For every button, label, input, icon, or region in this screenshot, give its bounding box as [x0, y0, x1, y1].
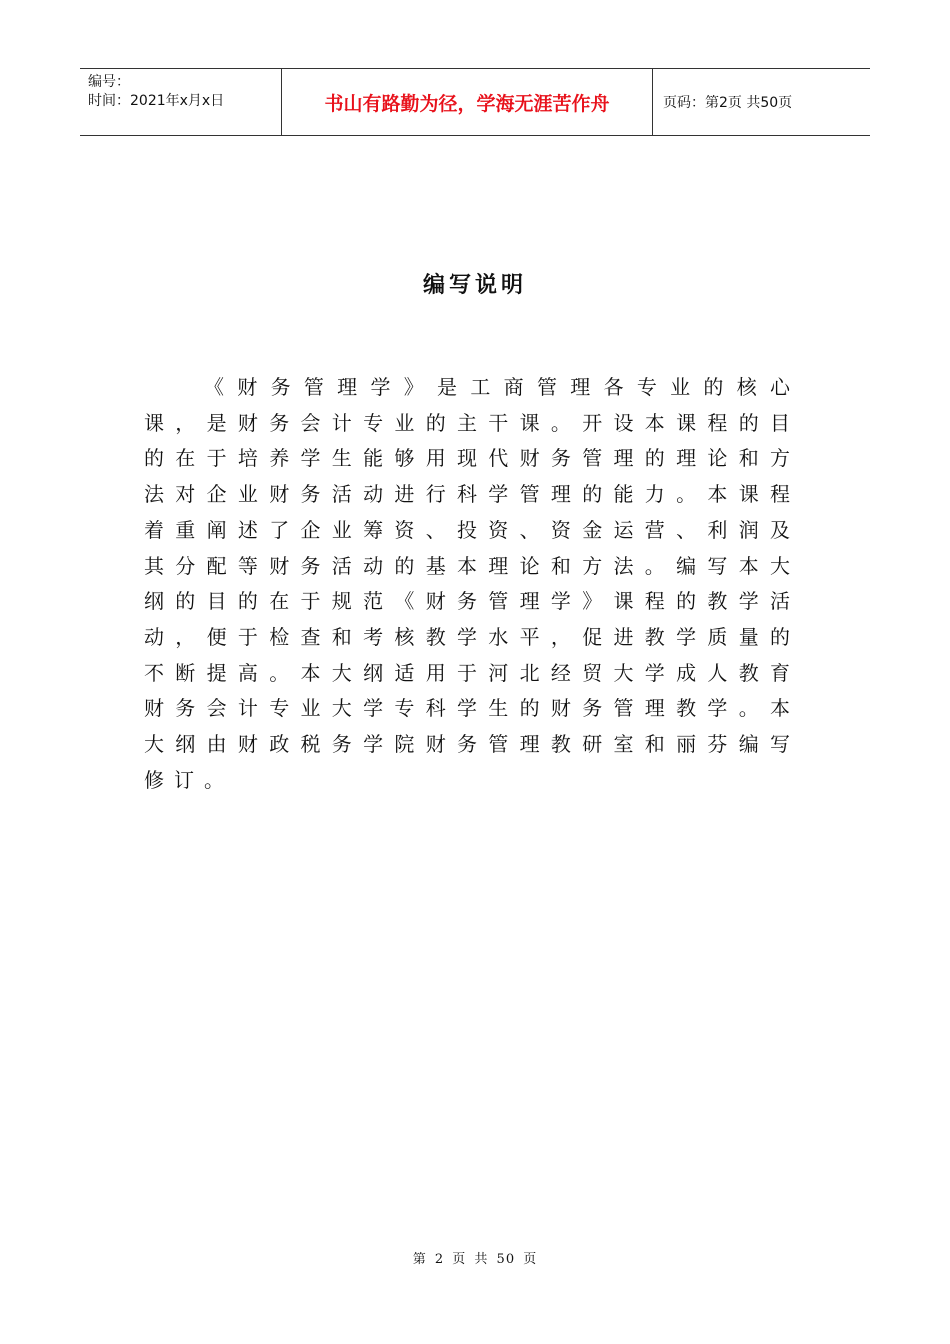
header-page-info: 页码：第2页 共50页 — [663, 95, 793, 111]
document-title: 编写说明 — [422, 273, 527, 298]
header-meta-cell — [80, 69, 282, 135]
header-motto: 书山有路勤为径，学海无涯苦作舟 — [282, 69, 653, 135]
footer-page-number: 第 2 页 共 50 页 — [412, 1252, 538, 1267]
document-paragraph: 《财务管理学》是工商管理各专业的核心课，是财务会计专业的主干课。开设本课程的目的在于培养学生能够用现代财务管理的理论和方法对企业财务活动进行科学管理的能力。本课程着重阐述了企业筹资、投资、资金运营、利润及其分配等财务活动的基本理论和方法。编写本大纲的目的在于规范《财务管理学》课程的教学活动，便于检查和考核教学水平，促进教学质量的不断提高。本大纲适用于河北经贸大学成人教育财务会计专业大学专科学生的财务管理教学。本大纲由财政税务学院财务管理教研室和丽芬编写修订。 — [144, 375, 800, 792]
page-header — [80, 68, 870, 136]
document-date: 时间：2021年x月x日 — [88, 93, 225, 109]
document-number-label: 编号： — [88, 74, 130, 90]
